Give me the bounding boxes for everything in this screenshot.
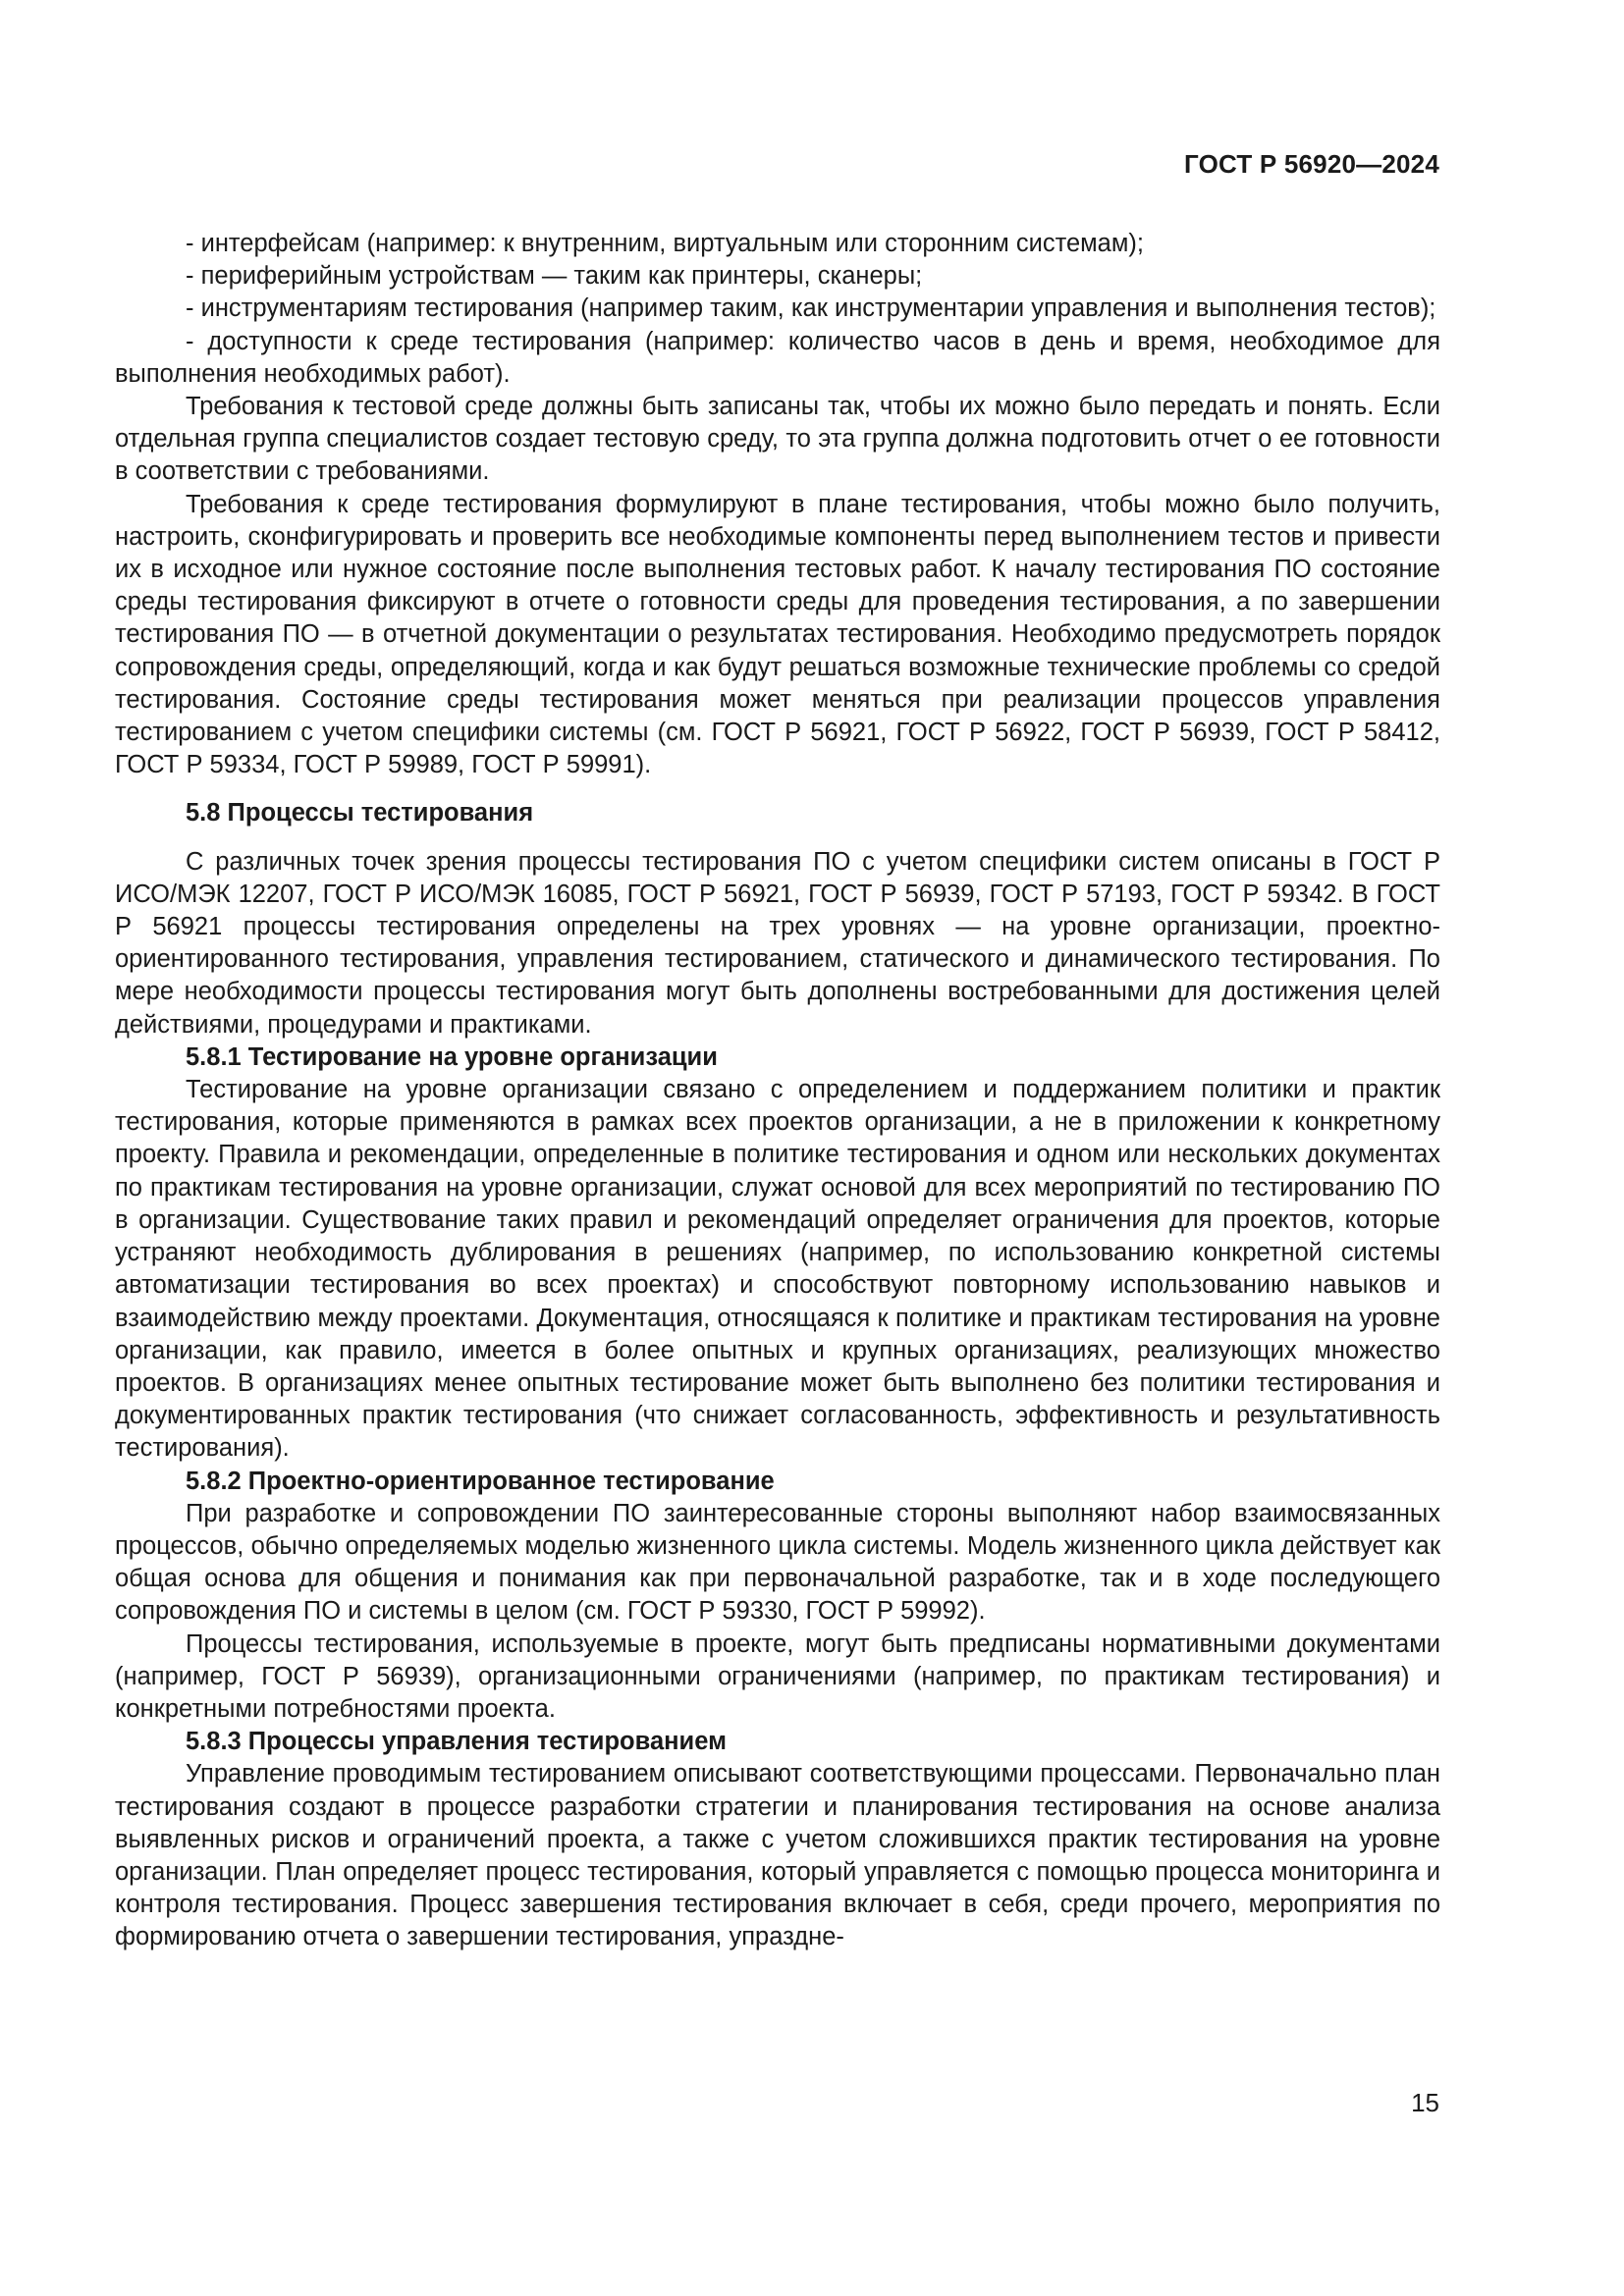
- paragraph-5-8-2-b: Процессы тестирования, используемые в проекте, могут быть предписаны нормативными документами (например, ГОСТ Р 56939), организационными ограничениями (например, по практикам тестирования) и конкретными потребностями проекта.: [115, 1629, 1440, 1723]
- paragraph-requirements-recorded: Требования к тестовой среде должны быть записаны так, чтобы их можно было передать и понять. Если отдельная группа специалистов создает тестовую среду, то эта группа должна подготовить отчет о ее готовности в соответствии с требованиями.: [115, 393, 1440, 486]
- list-item-interfaces: - интерфейсам (например: к внутренним, виртуальным или сторонним системам);: [186, 230, 1144, 257]
- paragraph-5-8-2-a: При разработке и сопровождении ПО заинтересованные стороны выполняют набор взаимосвязанных процессов, обычно определяемых моделью жизненного цикла системы. Модель жизненного цикла действует как общая основа для общения и понимания как при первоначальной разработке, так и в ходе последующего сопровождения ПО и системы в целом (см. ГОСТ Р 59330, ГОСТ Р 59992).: [115, 1499, 1440, 1626]
- paragraph-5-8: С различных точек зрения процессы тестирования ПО с учетом специфики систем описаны в ГОСТ Р ИСО/МЭК 12207, ГОСТ Р ИСО/МЭК 16085, ГОСТ Р 56921, ГОСТ Р 56939, ГОСТ Р 57193, ГОСТ Р 59342. В ГОСТ Р 56921 процессы тестирования определены на трех уровнях — на уровне организации, проектно-ориентированного тестирования, управления тестированием, статического и динамического тестирования. По мере необходимости процессы тестирования могут быть дополнены востребованными для достижения целей действиями, процедурами и практиками.: [115, 847, 1440, 1039]
- list-item-tools: - инструментариям тестирования (например таким, как инструментарии управления и выполнения тестов);: [186, 294, 1436, 323]
- page-number: 15: [1411, 2088, 1439, 2117]
- section-heading-5-8: 5.8 Процессы тестирования: [186, 799, 534, 828]
- paragraph-5-8-1: Тестирование на уровне организации связано с определением и поддержанием политики и практик тестирования, которые применяются в рамках всех проектов организации, а не в приложении к конкретному проекту. Правила и рекомендации, определенные в политике тестирования и одном или нескольких документах по практикам тестирования на уровне организации, служат основой для всех мероприятий по тестированию ПО в организации. Существование таких правил и рекомендаций определяет ограничения для проектов, которые устраняют необходимость дублирования в решениях (например, по использованию конкретной системы автоматизации тестирования во всех проектах) и способствуют повторному использованию навыков и взаимодействию между проектами. Документация, относящаяся к политике и практикам тестирования на уровне организации, как правило, имеется в более опытных и крупных организациях, реализующих множество проектов. В организациях менее опытных тестирование может быть выполнено без политики тестирования и документированных практик тестирования (что снижает согласованность, эффективность и результативность тестирования).: [115, 1076, 1440, 1463]
- list-item-access: - доступности к среде тестирования (например: количество часов в день и время, необходимое для выполнения необходимых работ).: [115, 327, 1440, 388]
- section-heading-5-8-2: 5.8.2 Проектно-ориентированное тестирование: [186, 1467, 775, 1495]
- paragraph-requirements-plan: Требования к среде тестирования формулируют в плане тестирования, чтобы можно было получить, настроить, сконфигурировать и проверить все необходимые компоненты перед выполнением тестов и привести их в исходное или нужное состояние после выполнения тестовых работ. К началу тестирования ПО состояние среды тестирования фиксируют в отчете о готовности среды для проведения тестирования, а по завершении тестирования ПО — в отчетной документации о результатах тестирования. Необходимо предусмотреть порядок сопровождения среды, определяющий, когда и как будут решаться возможные технические проблемы со средой тестирования. Состояние среды тестирования может меняться при реализации процессов управления тестированием с учетом специфики системы (см. ГОСТ Р 56921, ГОСТ Р 56922, ГОСТ Р 56939, ГОСТ Р 58412, ГОСТ Р 59334, ГОСТ Р 59989, ГОСТ Р 59991).: [115, 490, 1440, 779]
- page-content: [115, 228, 1440, 1954]
- document-header: ГОСТ Р 56920—2024: [1184, 149, 1439, 179]
- section-heading-5-8-3: 5.8.3 Процессы управления тестированием: [186, 1728, 727, 1756]
- paragraph-5-8-3: Управление проводимым тестированием описывают соответствующими процессами. Первоначально план тестирования создают в процессе разработки стратегии и планирования тестирования на основе анализа выявленных рисков и ограничений проекта, а также с учетом сложившихся практик тестирования на уровне организации. План определяет процесс тестирования, который управляется с помощью процесса мониторинга и контроля тестирования. Процесс завершения тестирования включает в себя, среди прочего, мероприятия по формированию отчета о завершении тестирования, упраздне-: [115, 1760, 1440, 1951]
- section-heading-5-8-1: 5.8.1 Тестирование на уровне организации: [186, 1042, 718, 1071]
- list-item-peripherals: - периферийным устройствам — таким как принтеры, сканеры;: [186, 262, 923, 291]
